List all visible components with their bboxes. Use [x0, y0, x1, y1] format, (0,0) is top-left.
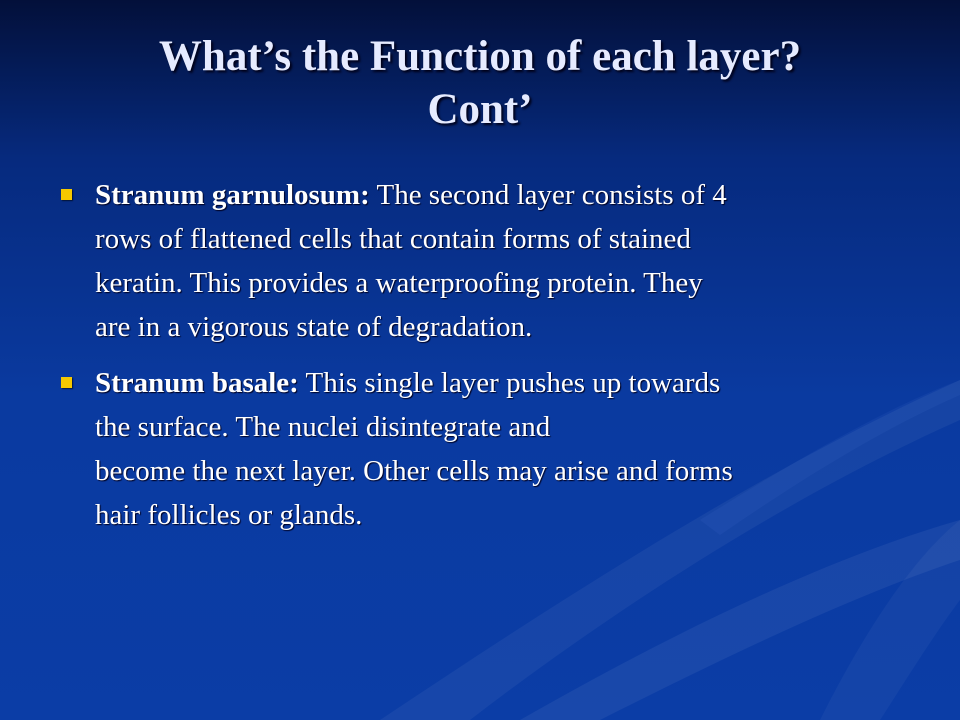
bullet-list — [58, 173, 898, 549]
slide-title-line-1: What’s the Function of each layer? — [158, 33, 802, 80]
slide-title — [40, 30, 920, 136]
bullet-item-stranum-garnulosum — [58, 173, 898, 349]
bullet-text: The second layer consists of 4 — [369, 179, 727, 211]
bullet-text: the surface. The nuclei disintegrate and — [95, 411, 551, 443]
bullet-term: Stranum garnulosum: — [95, 179, 370, 211]
bullet-text: This single layer pushes up towards — [298, 367, 721, 399]
bullet-text: hair follicles or glands. — [95, 499, 363, 531]
square-bullet-icon — [61, 189, 72, 200]
bullet-text: become the next layer. Other cells may arise and forms — [95, 455, 733, 487]
bullet-text: are in a vigorous state of degradation. — [95, 311, 533, 343]
bullet-text: rows of flattened cells that contain forms of stained — [95, 223, 691, 255]
bullet-line — [95, 173, 898, 217]
bullet-item-stranum-basale — [58, 361, 898, 537]
slide-title-line-2: Cont’ — [427, 86, 533, 133]
bullet-term: Stranum basale: — [95, 367, 299, 399]
bullet-line — [95, 361, 898, 405]
bullet-text: keratin. This provides a waterproofing protein. They — [95, 267, 703, 299]
square-bullet-icon — [61, 377, 72, 388]
